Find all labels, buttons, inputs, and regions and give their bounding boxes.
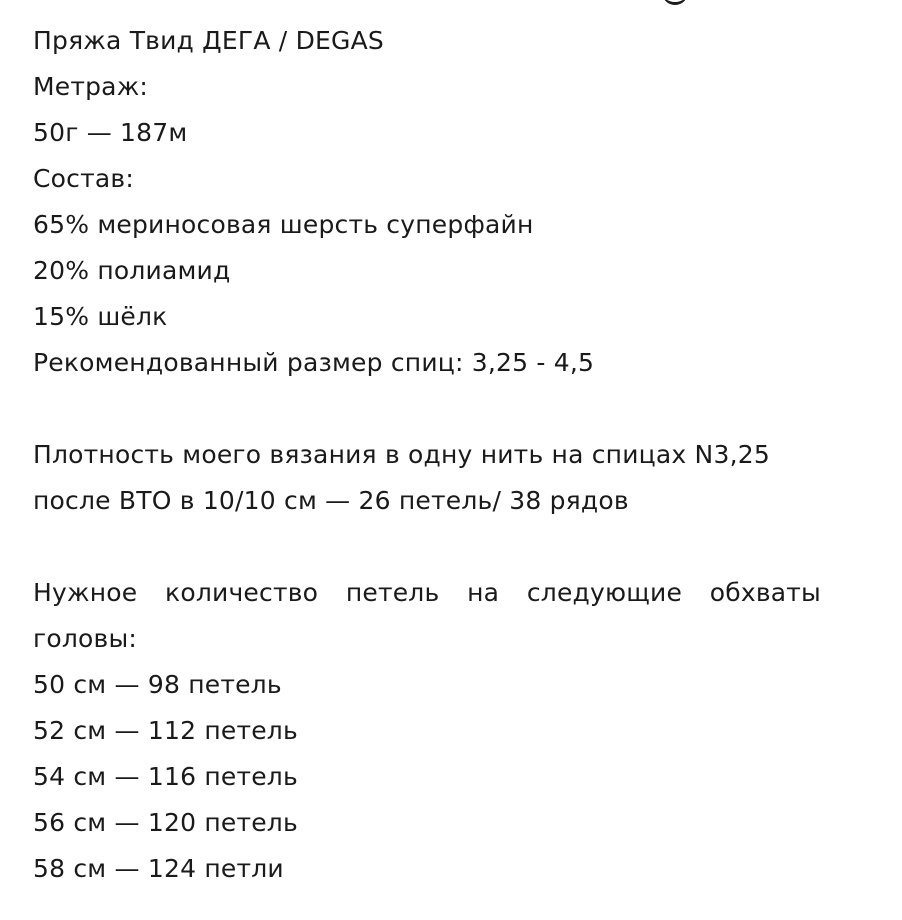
meterage-label: Метраж:	[33, 72, 149, 101]
stitch-count-intro-end: головы:	[33, 624, 138, 653]
cropped-glyph-fragment	[662, 0, 688, 5]
meterage-value: 50г — 187м	[33, 118, 188, 147]
size-row: 50 см — 98 петель	[33, 670, 282, 699]
text-block	[33, 18, 833, 892]
needle-size: Рекомендованный размер спиц: 3,25 - 4,5	[33, 348, 595, 377]
spacer	[33, 386, 833, 432]
composition-item: 20% полиамид	[33, 256, 231, 285]
stitch-count-intro: Нужное количество петель на следующие обхваты	[33, 578, 821, 607]
spacer	[33, 524, 833, 570]
composition-item: 15% шёлк	[33, 302, 168, 331]
size-row: 56 см — 120 петель	[33, 808, 298, 837]
composition-label: Состав:	[33, 164, 134, 193]
gauge-line: после ВТО в 10/10 см — 26 петель/ 38 рядов	[33, 486, 629, 515]
gauge-line: Плотность моего вязания в одну нить на спицах N3,25	[33, 440, 770, 469]
size-row: 52 см — 112 петель	[33, 716, 298, 745]
size-row: 58 см — 124 петли	[33, 854, 284, 883]
size-row: 54 см — 116 петель	[33, 762, 298, 791]
composition-item: 65% мериносовая шерсть суперфайн	[33, 210, 534, 239]
yarn-title: Пряжа Твид ДЕГА / DEGAS	[33, 26, 384, 55]
